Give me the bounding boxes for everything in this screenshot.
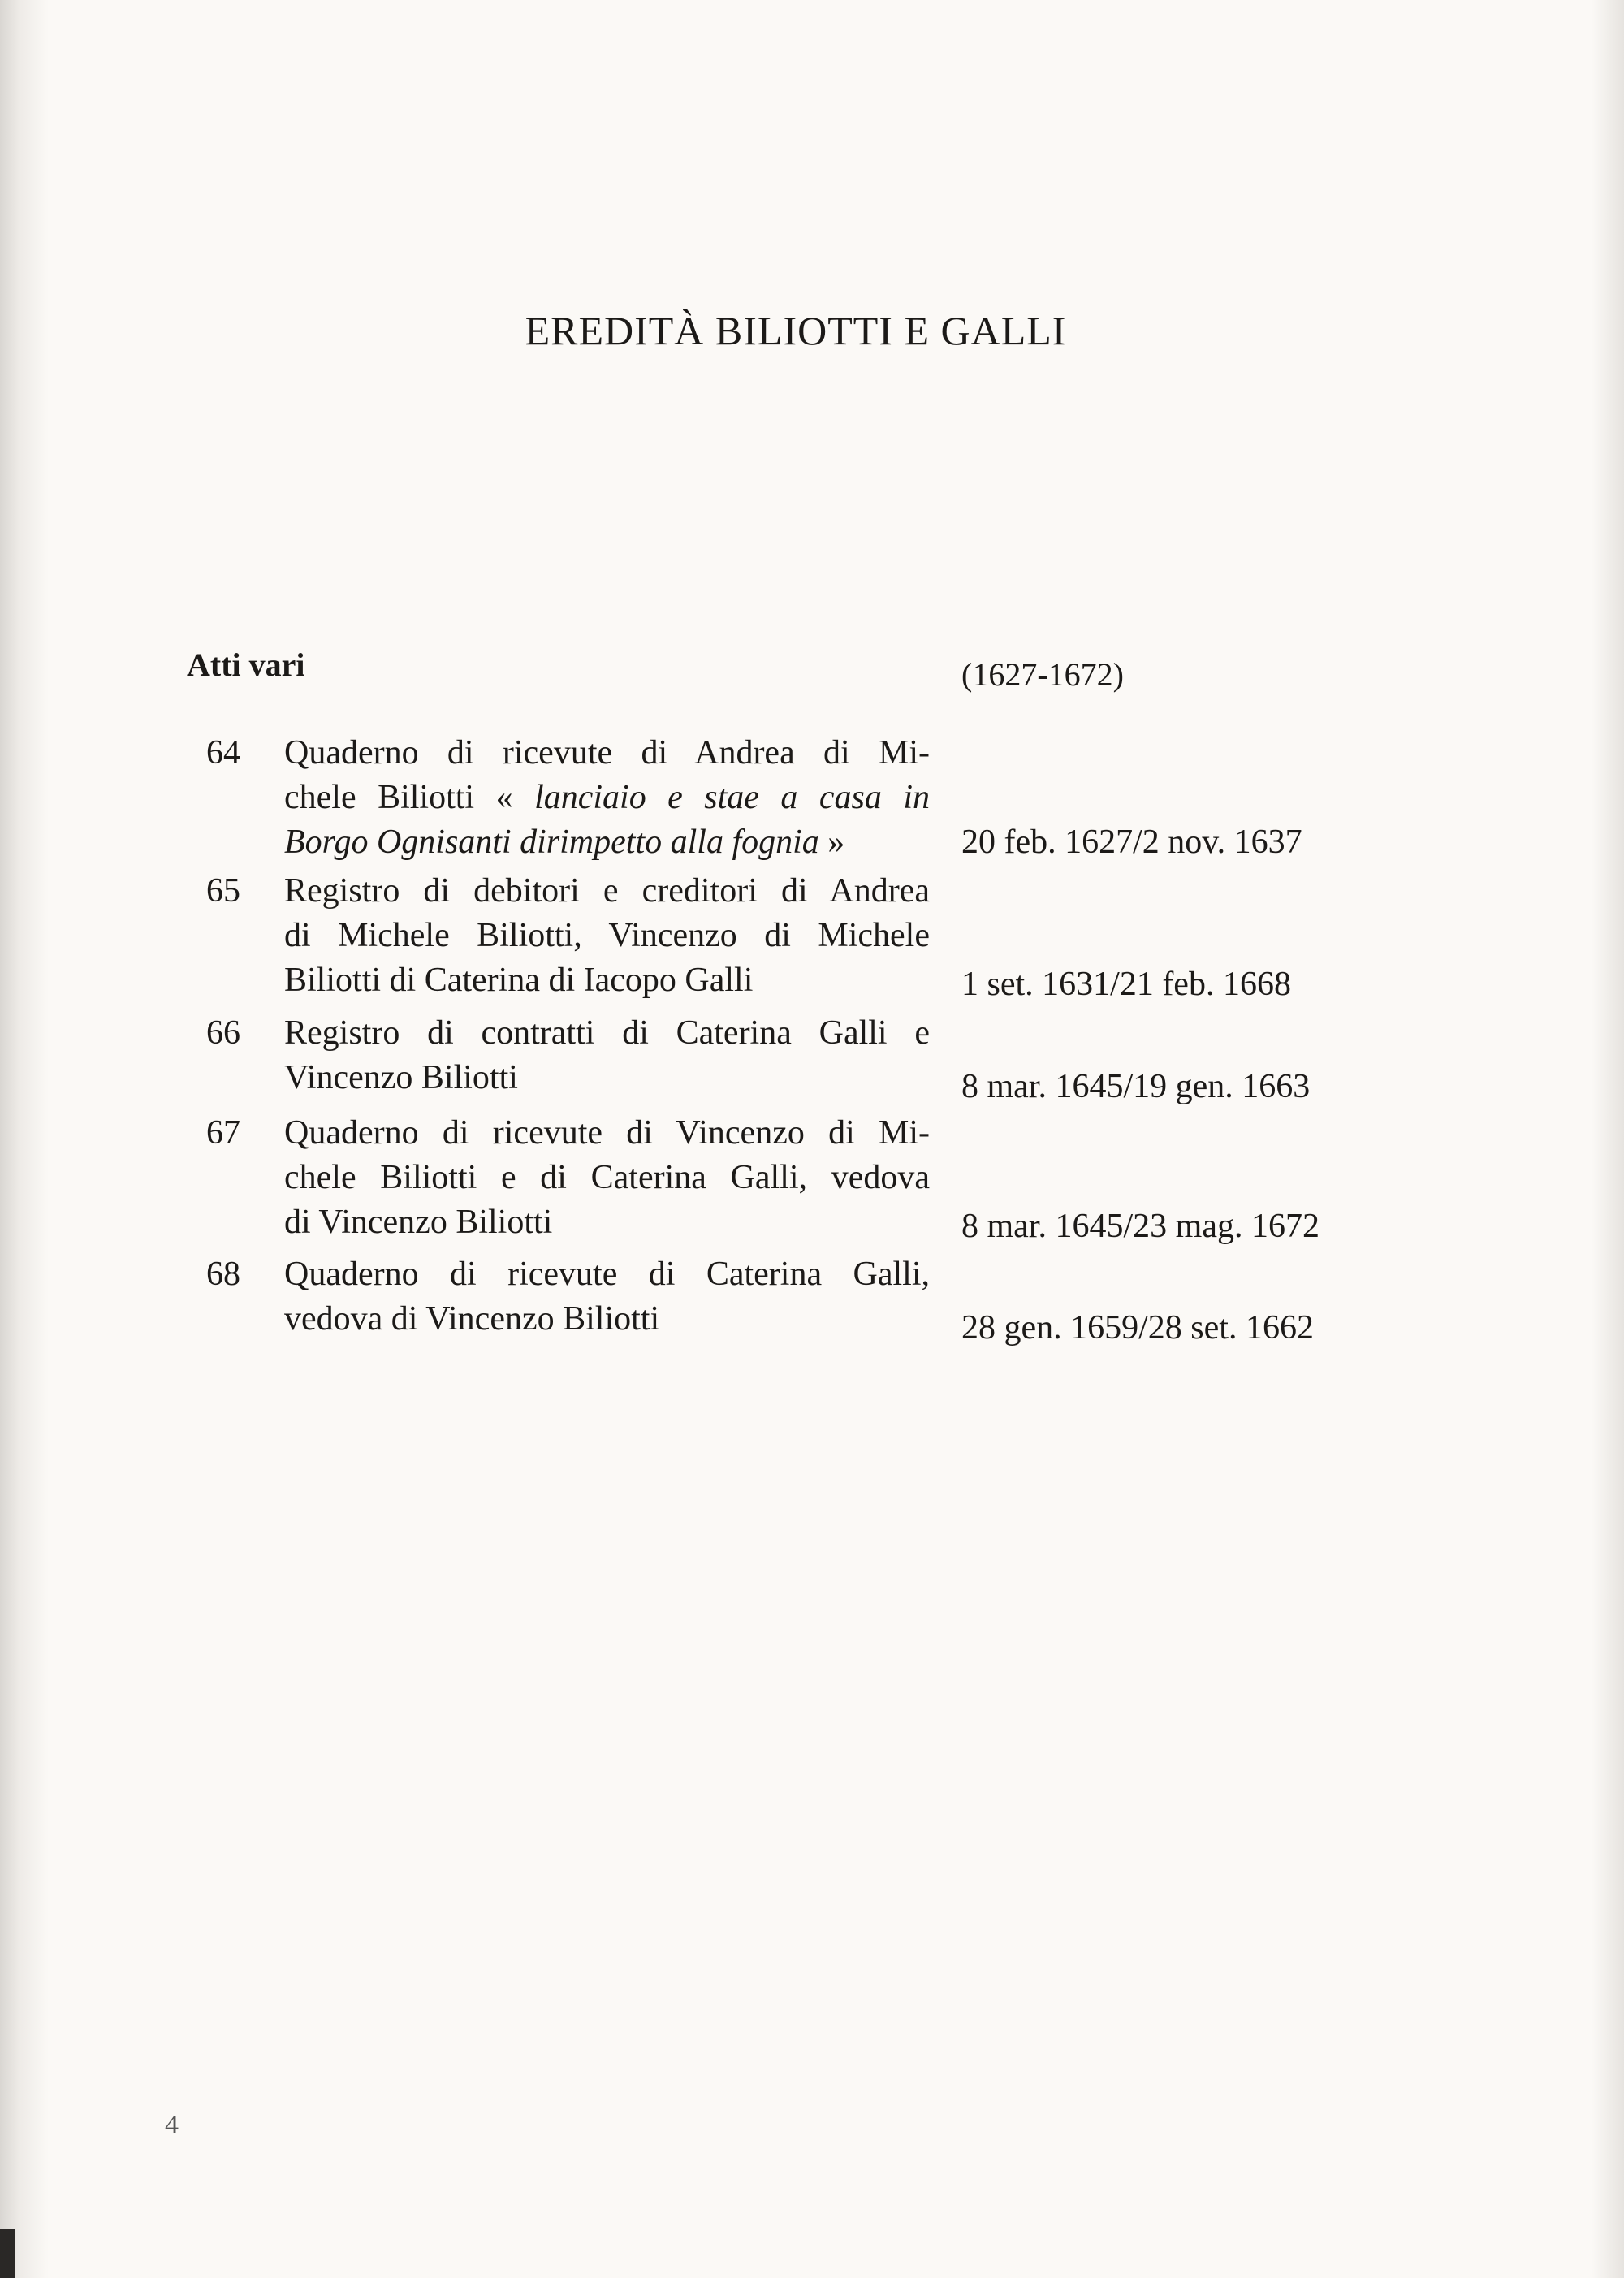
entry-number: 67 (206, 1114, 240, 1152)
entry-line-text: chele Biliotti (284, 779, 475, 816)
section-date-range: (1627-1672) (961, 656, 1124, 693)
page-corner-dark (0, 2229, 15, 2278)
entry-line: Quaderno di ricevute di Andrea di Mi- (284, 734, 930, 772)
entry-quote-text: Borgo Ognisanti dirimpetto alla fognia (284, 823, 819, 861)
entry-date: 28 gen. 1659/28 set. 1662 (961, 1309, 1314, 1346)
quote-close: » (818, 823, 845, 861)
entry-line: di Michele Biliotti, Vincenzo di Michele (284, 917, 930, 954)
entry-date: 1 set. 1631/21 feb. 1668 (961, 966, 1291, 1003)
entry-description (284, 1011, 930, 1100)
entry-number: 64 (206, 734, 240, 772)
entry-number: 68 (206, 1256, 240, 1293)
entry-line: Biliotti di Caterina di Iacopo Galli (284, 962, 754, 999)
entry-date: 20 feb. 1627/2 nov. 1637 (961, 823, 1302, 861)
entry-number: 65 (206, 872, 240, 910)
entry-line: Vincenzo Biliotti (284, 1059, 518, 1096)
entry-number: 66 (206, 1014, 240, 1052)
entry-description (284, 1252, 930, 1342)
entry-line: vedova di Vincenzo Biliotti (284, 1300, 660, 1338)
entry-line: di Vincenzo Biliotti (284, 1204, 553, 1241)
entry-line: chele Biliotti e di Caterina Galli, vedova (284, 1159, 930, 1196)
entry-line: Registro di debitori e creditori di Andrea (284, 872, 930, 910)
entry-description (284, 1111, 930, 1245)
section-heading: Atti vari (187, 646, 305, 683)
entry-line: Quaderno di ricevute di Vincenzo di Mi- (284, 1114, 930, 1152)
page-title: EREDITÀ BILIOTTI E GALLI (525, 308, 1067, 353)
entry-line: Registro di contratti di Caterina Galli e (284, 1014, 930, 1052)
entry-line (284, 820, 930, 865)
entry-description (284, 731, 930, 865)
entry-description (284, 869, 930, 1003)
entry-line (284, 776, 930, 820)
entry-date: 8 mar. 1645/23 mag. 1672 (961, 1208, 1320, 1245)
entry-line: Quaderno di ricevute di Caterina Galli, (284, 1256, 930, 1293)
entry-date: 8 mar. 1645/19 gen. 1663 (961, 1068, 1311, 1105)
quote-open: « (495, 779, 535, 816)
entry-quote-text: lanciaio e stae a casa in (534, 779, 931, 816)
page-edge-shadow (1592, 0, 1624, 2278)
page-number: 4 (165, 2110, 179, 2140)
